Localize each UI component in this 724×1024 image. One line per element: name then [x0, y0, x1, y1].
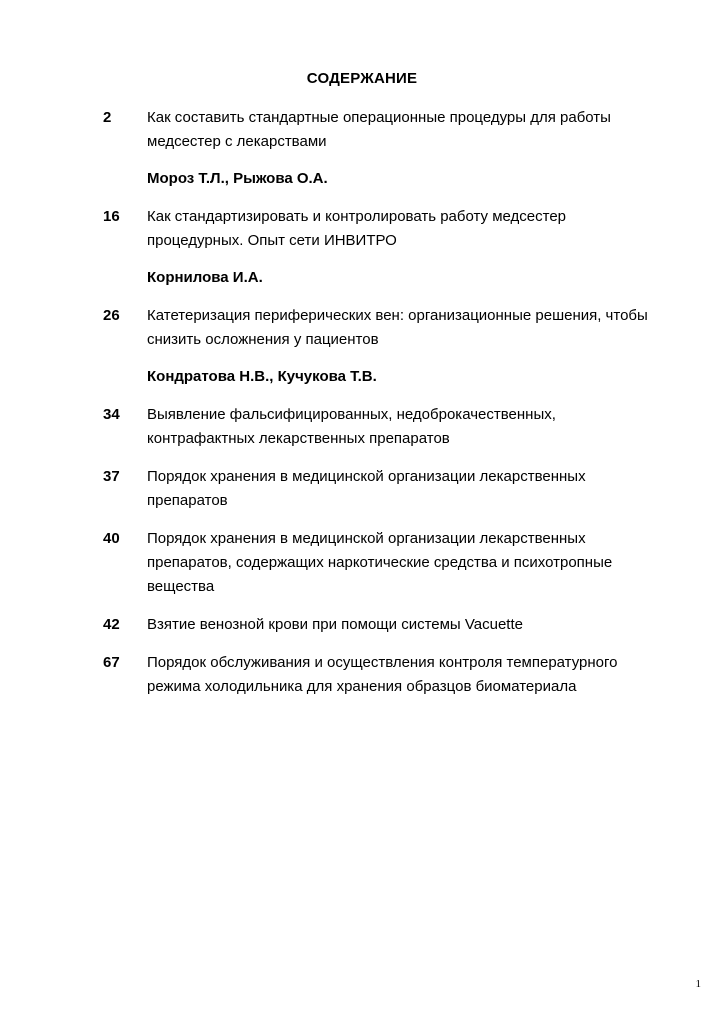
toc-line: медсестер с лекарствами	[147, 133, 327, 150]
toc-entry	[103, 106, 683, 154]
toc-line: Катетеризация периферических вен: организационные решения, чтобы	[147, 307, 648, 324]
toc-line: вещества	[147, 578, 215, 595]
toc-entry-text	[147, 613, 683, 637]
toc-author: Кондратова Н.В., Кучукова Т.В.	[147, 368, 377, 385]
toc-entry	[103, 304, 683, 352]
toc-page-number: 40	[103, 530, 120, 547]
toc-line: Взятие венозной крови при помощи системы Vacuette	[147, 616, 523, 633]
toc-line: Порядок хранения в медицинской организации лекарственных	[147, 468, 586, 485]
toc-author: Корнилова И.А.	[147, 269, 263, 286]
toc-entry-text	[147, 304, 683, 352]
toc-author: Мороз Т.Л., Рыжова О.А.	[147, 170, 328, 187]
toc-line: препаратов	[147, 492, 228, 509]
toc-entry-text	[147, 651, 683, 699]
toc-line: Порядок обслуживания и осуществления контроля температурного	[147, 654, 618, 671]
toc-page-number: 42	[103, 616, 120, 633]
toc-entry-text	[147, 205, 683, 253]
toc-page-number: 37	[103, 468, 120, 485]
toc-page-number: 26	[103, 307, 120, 324]
toc-line: процедурных. Опыт сети ИНВИТРО	[147, 232, 397, 249]
toc-line: Как составить стандартные операционные процедуры для работы	[147, 109, 611, 126]
toc-entry	[103, 613, 683, 637]
toc-line: режима холодильника для хранения образцов биоматериала	[147, 678, 577, 695]
toc-page-number: 2	[103, 109, 112, 126]
toc-entry	[103, 403, 683, 451]
toc-line: снизить осложнения у пациентов	[147, 331, 379, 348]
toc-line: Выявление фальсифицированных, недоброкачественных,	[147, 406, 556, 423]
toc-page-number: 67	[103, 654, 120, 671]
toc-line: Как стандартизировать и контролировать работу медсестер	[147, 208, 567, 225]
toc-entry-text	[147, 106, 683, 154]
toc-page-number: 16	[103, 208, 120, 225]
toc-entry	[103, 651, 683, 699]
toc-entry-text	[147, 465, 683, 513]
toc-entry	[103, 205, 683, 253]
toc-entry	[103, 465, 683, 513]
table-of-contents	[103, 106, 683, 699]
toc-line: препаратов, содержащих наркотические средства и психотропные	[147, 554, 613, 571]
toc-entry-text	[147, 527, 683, 599]
toc-entry	[103, 527, 683, 599]
toc-line: контрафактных лекарственных препаратов	[147, 430, 450, 447]
page-title: СОДЕРЖАНИЕ	[306, 70, 418, 87]
page-number: 1	[695, 978, 701, 990]
toc-entry-text	[147, 403, 683, 451]
toc-line: Порядок хранения в медицинской организации лекарственных	[147, 530, 586, 547]
toc-page-number: 34	[103, 406, 120, 423]
